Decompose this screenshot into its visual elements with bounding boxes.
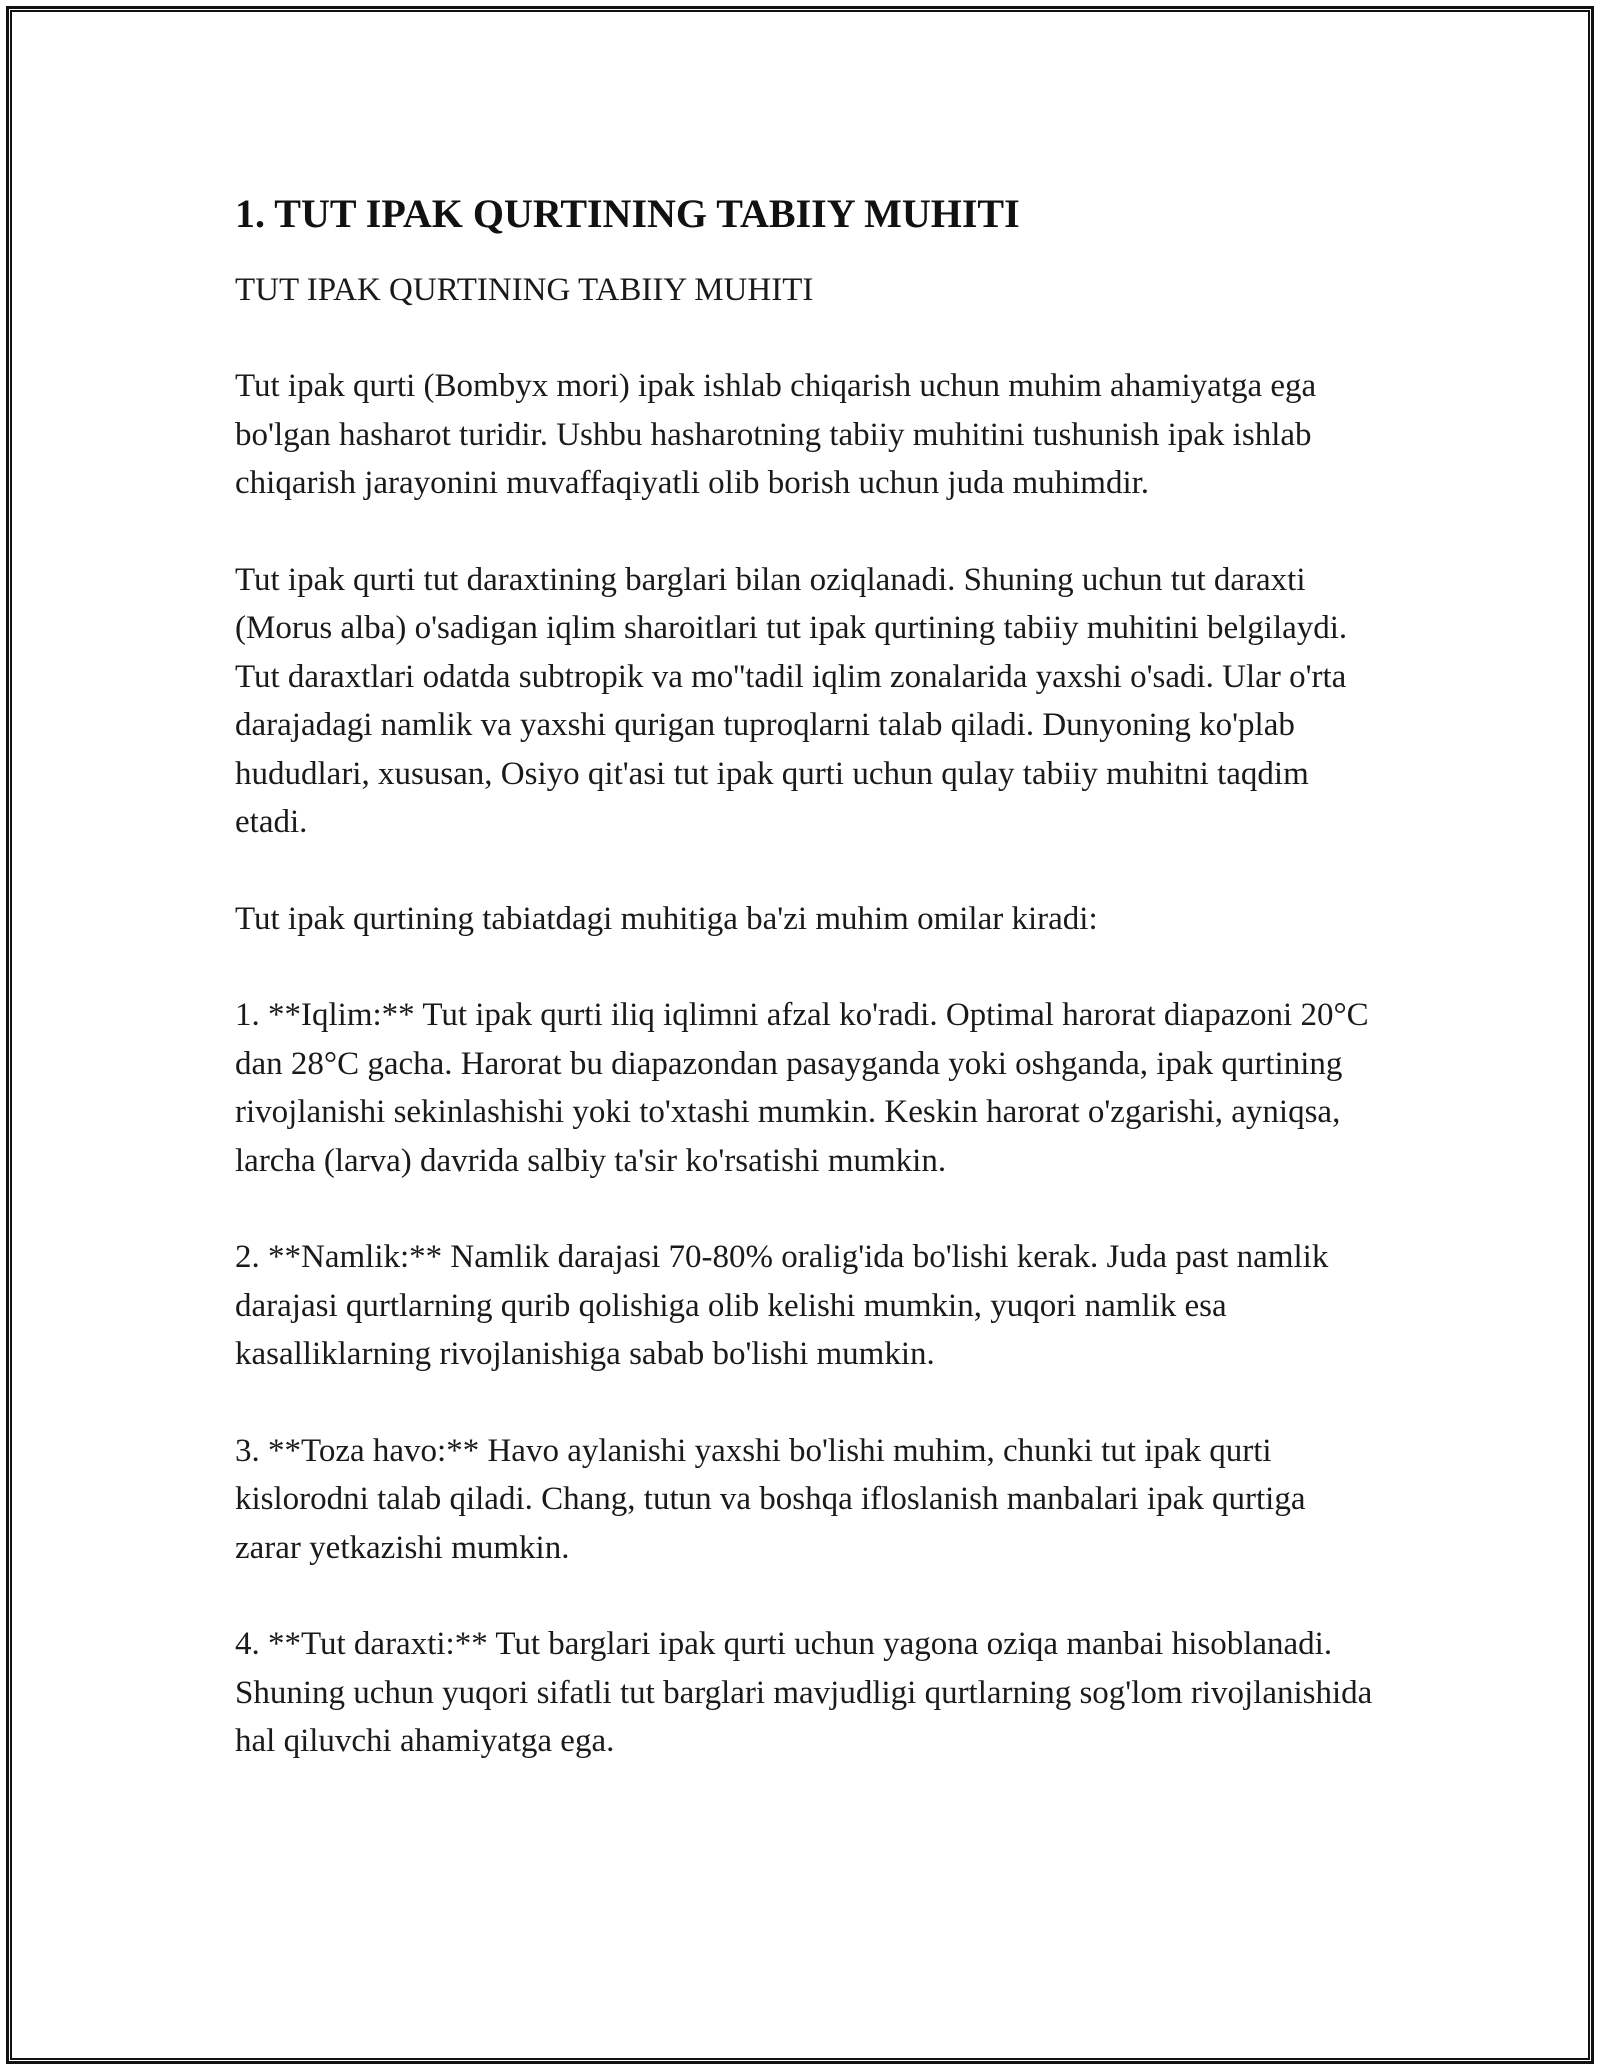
paragraph-factors-intro: Tut ipak qurtining tabiatdagi muhitiga ba'zi muhim omilar kiradi:: [235, 900, 1098, 937]
list-item-climate: 1. **Iqlim:** Tut ipak qurti iliq iqlimni afzal ko'radi. Optimal harorat diapazoni 20°C dan 28°C gacha. Harorat bu diapazondan pasayganda yoki oshganda, ipak qurtining rivojlanishi sekinlashishi yoki to'xtashi mumkin. Keskin harorat o'zgarishi, ayniqsa, larcha (larva) davrida salbiy ta'sir ko'rsatishi mumkin.: [235, 997, 1369, 1179]
paragraph-intro: Tut ipak qurti (Bombyx mori) ipak ishlab chiqarish uchun muhim ahamiyatga ega bo'lgan hasharot turidir. Ushbu hasharotning tabiiy muhitini tushunish ipak ishlab chiqarish jarayonini muvaffaqiyatli olib borish uchun juda muhimdir.: [235, 368, 1317, 501]
list-item-mulberry-tree: 4. **Tut daraxti:** Tut barglari ipak qurti uchun yagona oziqa manbai hisoblanadi. Shuning uchun yuqori sifatli tut barglari mavjudligi qurtlarning sog'lom rivojlanishida hal qiluvchi ahamiyatga ega.: [235, 1626, 1373, 1759]
document-subheading: TUT IPAK QURTINING TABIIY MUHITI: [235, 272, 814, 308]
document-page: [235, 184, 1375, 1766]
list-item-fresh-air: 3. **Toza havo:** Havo aylanishi yaxshi bo'lishi muhim, chunki tut ipak qurti kislorodni talab qiladi. Chang, tutun va boshqa ifloslanish manbalari ipak qurtiga zarar yetkazishi mumkin.: [235, 1432, 1306, 1566]
paragraph-habitat: Tut ipak qurti tut daraxtining barglari bilan oziqlanadi. Shuning uchun tut daraxti (Morus alba) o'sadigan iqlim sharoitlari tut ipak qurtining tabiiy muhitini belgilaydi. Tut daraxtlari odatda subtropik va mo''tadil iqlim zonalarida yaxshi o'sadi. Ular o'rta darajadagi namlik va yaxshi qurigan tuproqlarni talab qiladi. Dunyoning ko'plab hududlari, xususan, Osiyo qit'asi tut ipak qurti uchun qulay tabiiy muhitni taqdim etadi.: [235, 561, 1348, 840]
document-heading: 1. TUT IPAK QURTINING TABIIY MUHITI: [235, 191, 1020, 236]
list-item-humidity: 2. **Namlik:** Namlik darajasi 70-80% oralig'ida bo'lishi kerak. Juda past namlik darajasi qurtlarning qurib qolishiga olib kelishi mumkin, yuqori namlik esa kasalliklarning rivojlanishiga sabab bo'lishi mumkin.: [235, 1239, 1329, 1372]
